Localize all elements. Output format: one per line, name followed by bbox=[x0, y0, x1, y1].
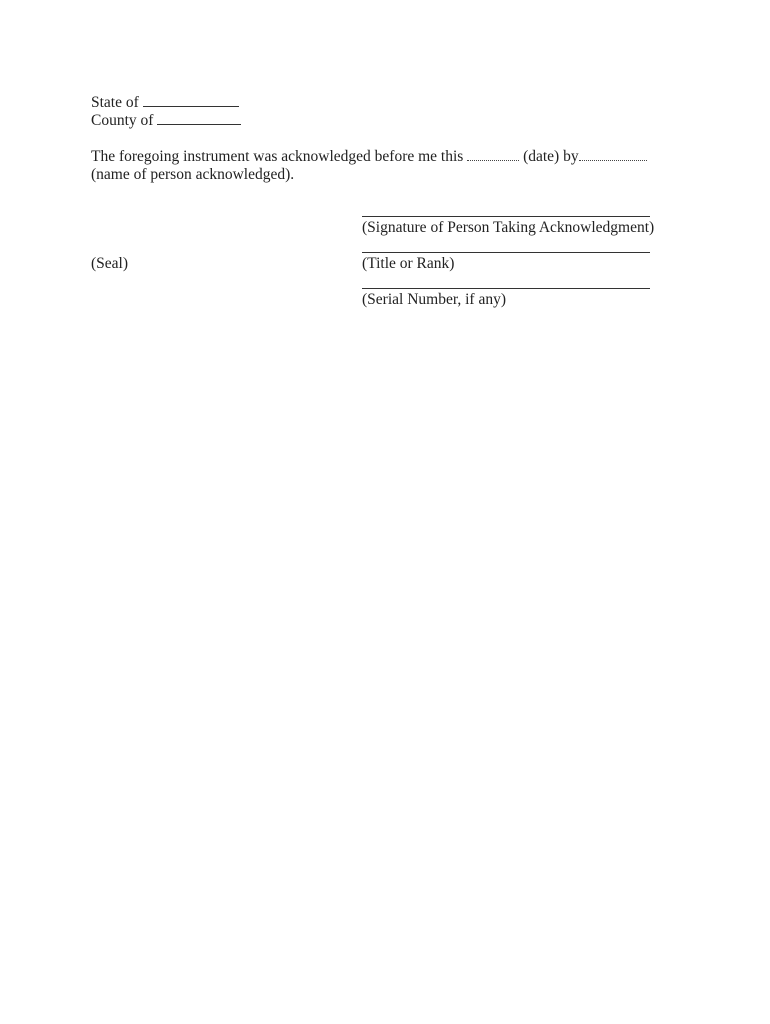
county-label: County of bbox=[91, 112, 154, 129]
state-line bbox=[91, 94, 239, 112]
name-of-person-line bbox=[91, 166, 294, 184]
acknowledgment-text: The foregoing instrument was acknowledged before me this bbox=[91, 148, 464, 165]
title-caption: (Title or Rank) bbox=[362, 255, 455, 272]
person-blank[interactable] bbox=[579, 148, 647, 161]
title-line[interactable] bbox=[362, 252, 650, 253]
county-line bbox=[91, 112, 241, 130]
signature-caption: (Signature of Person Taking Acknowledgment) bbox=[362, 219, 655, 236]
state-label: State of bbox=[91, 94, 139, 111]
serial-caption: (Serial Number, if any) bbox=[362, 291, 506, 308]
date-label: (date) by bbox=[523, 148, 579, 165]
serial-line[interactable] bbox=[362, 288, 650, 289]
state-blank[interactable] bbox=[143, 94, 239, 107]
signature-line[interactable] bbox=[362, 216, 650, 217]
date-blank[interactable] bbox=[467, 148, 519, 161]
county-blank[interactable] bbox=[157, 112, 241, 125]
seal-label: (Seal) bbox=[91, 255, 129, 272]
name-label: (name of person acknowledged). bbox=[91, 166, 295, 183]
acknowledgment-line bbox=[91, 148, 647, 166]
